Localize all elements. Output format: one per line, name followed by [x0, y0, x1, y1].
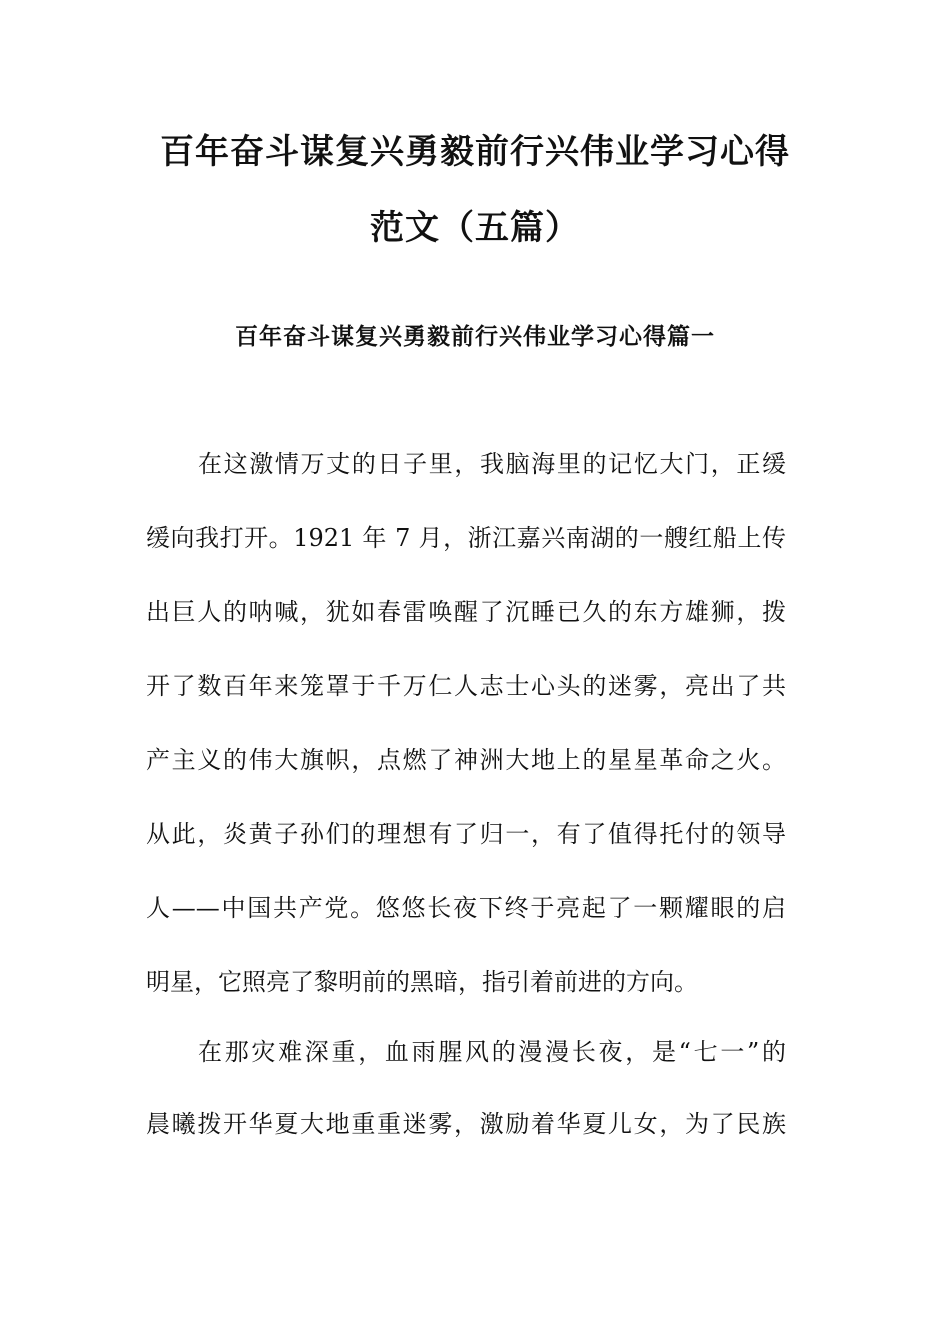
paragraph-line: 在这激情万丈的日子里，我脑海里的记忆大门，正缓	[198, 450, 786, 478]
paragraph-line: 产主义的伟大旗帜，点燃了神洲大地上的星星革命之火。	[146, 746, 786, 774]
paragraph-line: 明星，它照亮了黎明前的黑暗，指引着前进的方向。	[146, 968, 698, 996]
paragraph-line: 出巨人的呐喊，犹如春雷唤醒了沉睡已久的东方雄狮，拨	[146, 598, 786, 626]
section-heading: 百年奋斗谋复兴勇毅前行兴伟业学习心得篇一	[235, 324, 715, 350]
document-title-line-1: 百年奋斗谋复兴勇毅前行兴伟业学习心得	[160, 132, 790, 172]
paragraph-line: 缓向我打开。1921 年 7 月，浙江嘉兴南湖的一艘红船上传	[146, 524, 786, 552]
paragraph-line: 在那灾难深重，血雨腥风的漫漫长夜，是“七一”的	[198, 1038, 786, 1066]
paragraph-line: 开了数百年来笼罩于千万仁人志士心头的迷雾，亮出了共	[146, 672, 786, 700]
paragraph-line: 晨曦拨开华夏大地重重迷雾，激励着华夏儿女，为了民族	[146, 1110, 786, 1138]
document-title-line-2: 范文（五篇）	[370, 208, 580, 248]
paragraph-line: 人——中国共产党。悠悠长夜下终于亮起了一颗耀眼的启	[146, 894, 786, 922]
paragraph-line: 从此，炎黄子孙们的理想有了归一，有了值得托付的领导	[146, 820, 786, 848]
